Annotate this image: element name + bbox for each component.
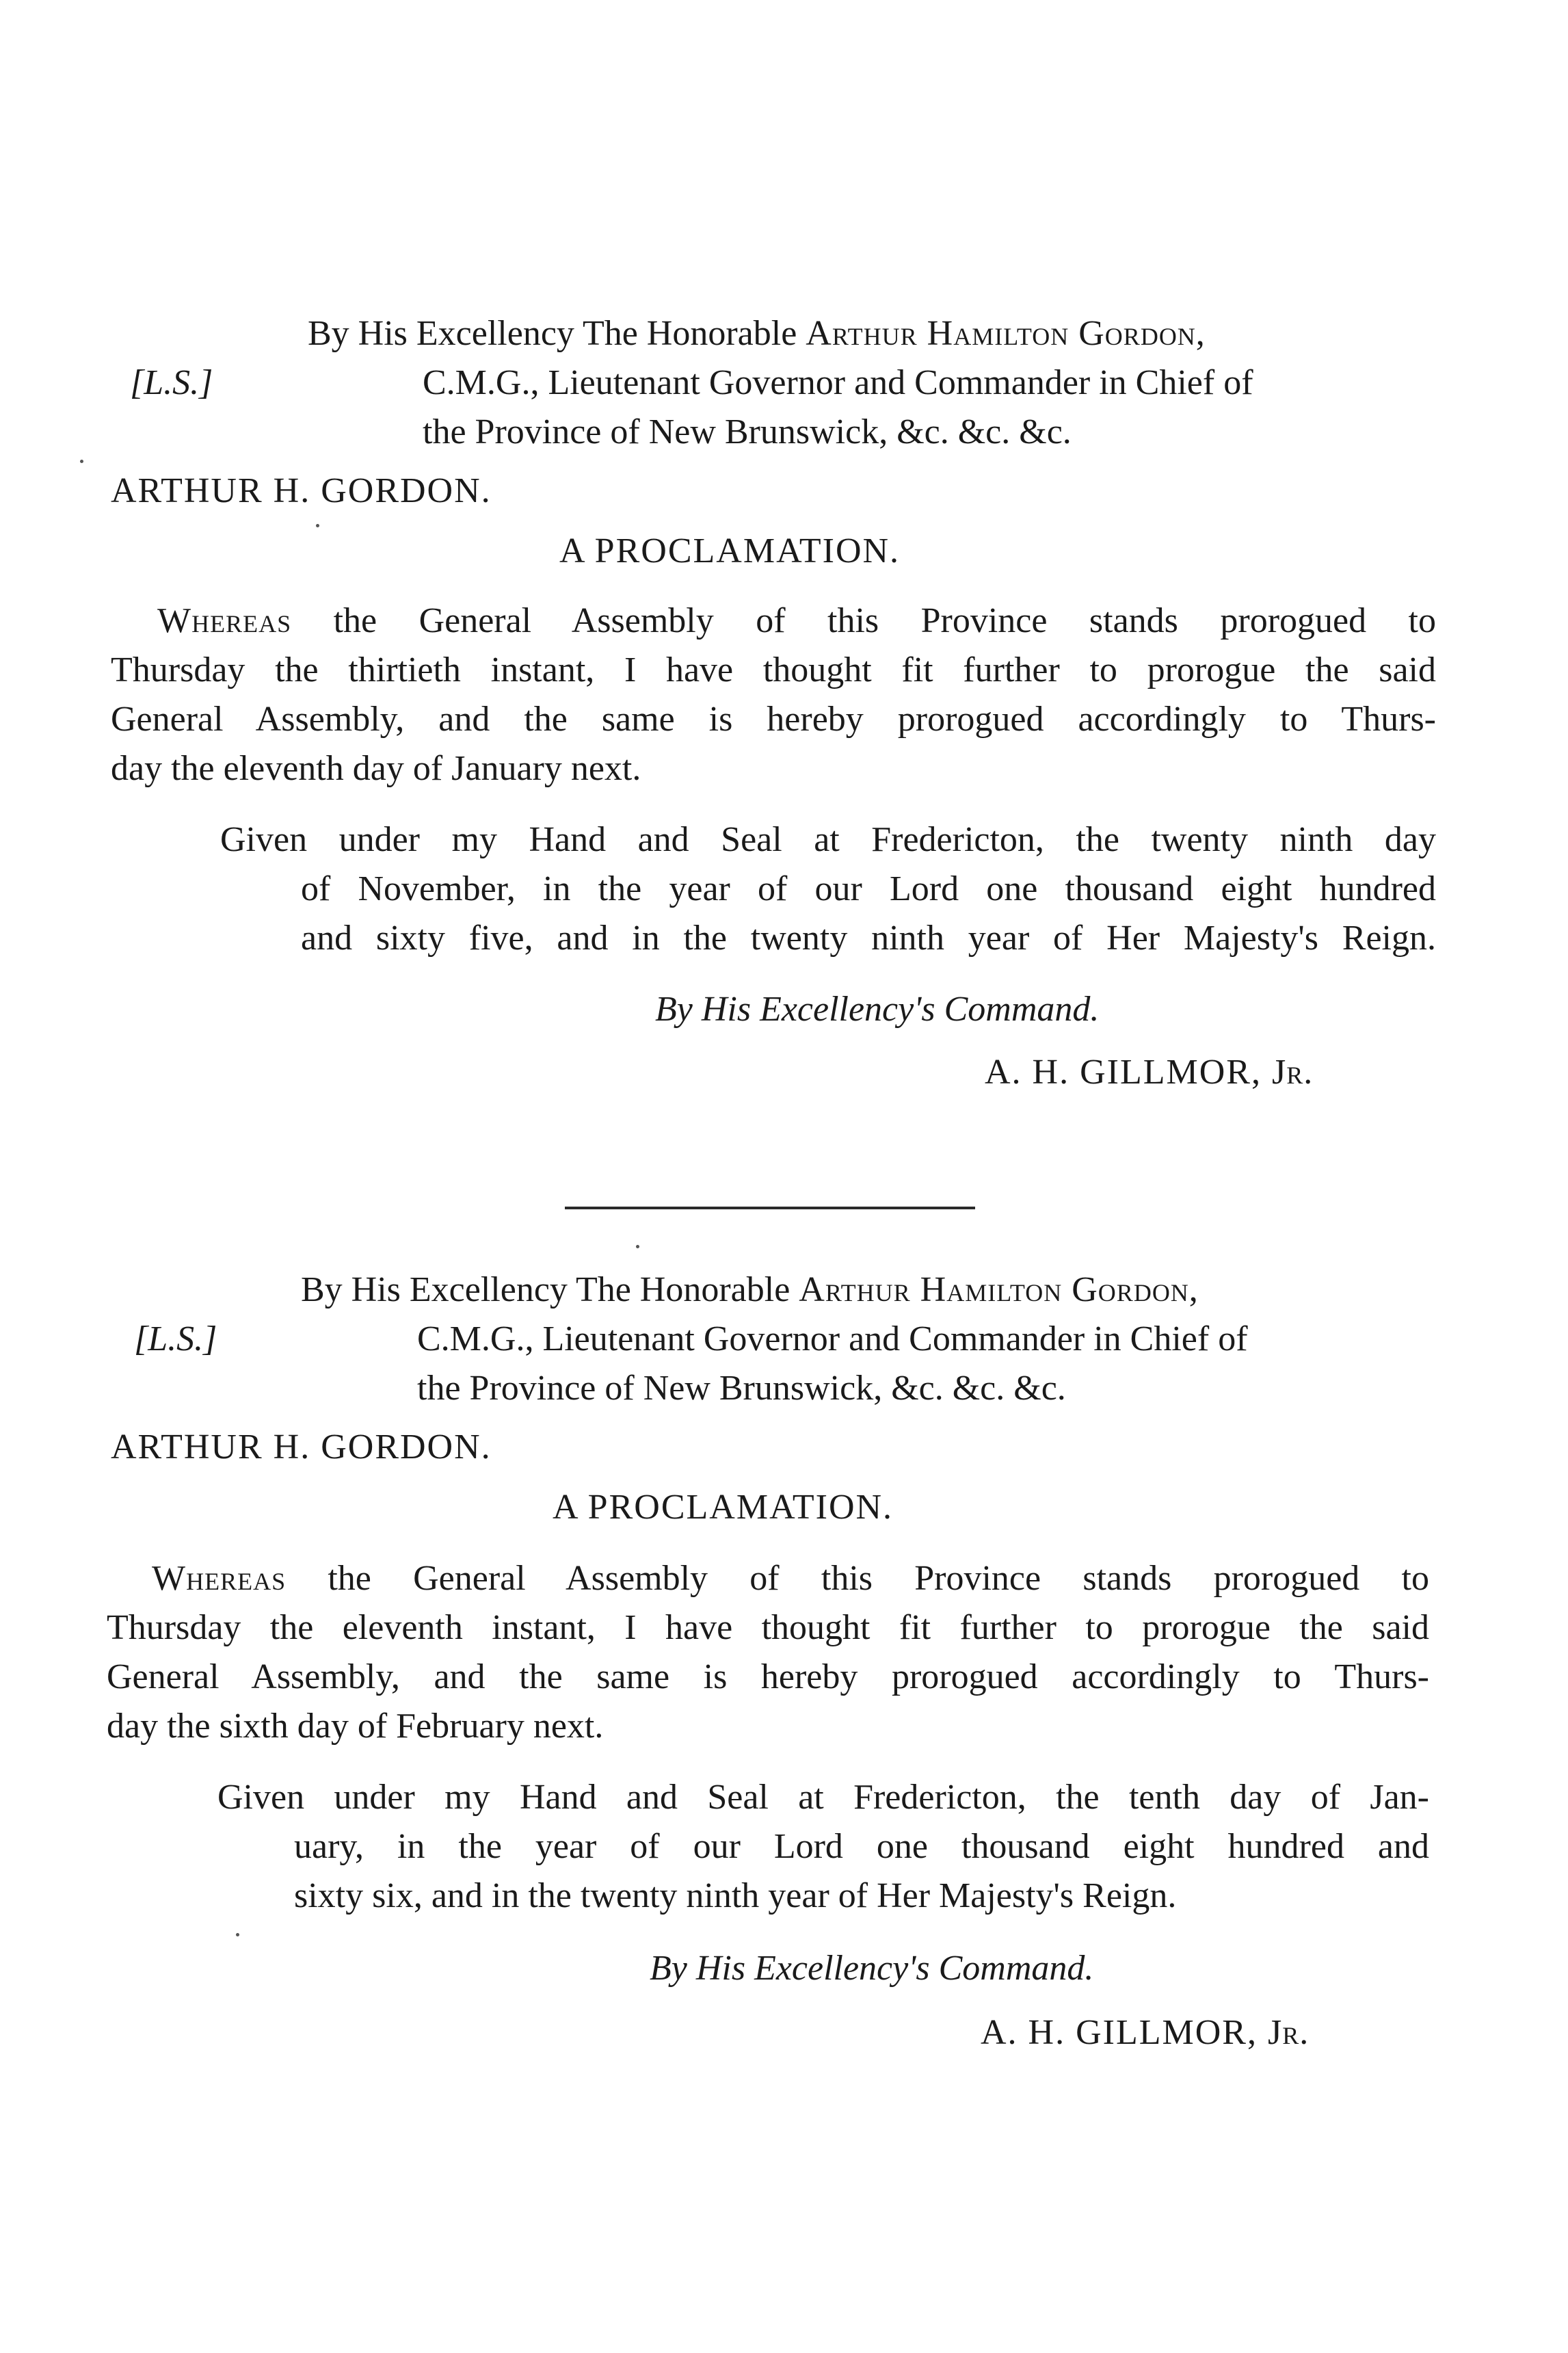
secretary-name: A. H. GILLMOR, [981, 2013, 1258, 2052]
scan-speck [80, 460, 83, 463]
by-line-text: By His Excellency The Honorable [301, 1270, 790, 1309]
command-line: By His Excellency's Command. [655, 990, 1100, 1029]
governor-name: Arthur Hamilton Gordon, [806, 314, 1206, 353]
given-line-3: sixty six, and in the twenty ninth year of Her Majesty's Reign. [294, 1876, 1177, 1915]
body-line-1-text: the General Assembly of this Province stands prorogued to [328, 1559, 1429, 1598]
body-line-1 [157, 599, 1436, 643]
secretary-signature [981, 2011, 1309, 2055]
secretary-suffix: Jr. [1271, 1053, 1314, 1092]
whereas-word: Whereas [152, 1559, 287, 1598]
scan-speck [636, 1245, 639, 1248]
given-line-2: of November, in the year of our Lord one thousand eight hundred [301, 869, 1436, 908]
given-line-1: Given under my Hand and Seal at Fredericton, the twenty ninth day [220, 820, 1436, 859]
by-line-text: By His Excellency The Honorable [308, 314, 797, 353]
governor-name: Arthur Hamilton Gordon, [799, 1270, 1199, 1309]
governor-signature: ARTHUR H. GORDON. [111, 1428, 492, 1467]
proclamation-heading: A PROCLAMATION. [559, 531, 901, 570]
body-line-2: Thursday the eleventh instant, I have thought fit further to prorogue the said [107, 1608, 1429, 1647]
secretary-name: A. H. GILLMOR, [985, 1053, 1262, 1092]
given-line-3: and sixty five, and in the twenty ninth year of Her Majesty's Reign. [301, 919, 1436, 958]
secretary-suffix: Jr. [1267, 2013, 1310, 2052]
seal-mark: [L.S.] [134, 1319, 217, 1358]
title-line-2: C.M.G., Lieutenant Governor and Commander in Chief of [417, 1319, 1248, 1358]
body-line-2: Thursday the thirtieth instant, I have thought fit further to prorogue the said [111, 650, 1436, 689]
title-line-2: C.M.G., Lieutenant Governor and Commander in Chief of [423, 363, 1253, 402]
given-line-2: uary, in the year of our Lord one thousand eight hundred and [294, 1827, 1429, 1866]
scan-speck [236, 1933, 239, 1936]
governor-signature: ARTHUR H. GORDON. [111, 471, 492, 510]
body-line-4: day the eleventh day of January next. [111, 749, 641, 788]
section-divider [565, 1207, 975, 1209]
scan-speck [316, 524, 319, 527]
whereas-word: Whereas [157, 601, 292, 640]
body-line-4: day the sixth day of February next. [107, 1707, 604, 1746]
title-line-3: the Province of New Brunswick, &c. &c. &c. [417, 1369, 1066, 1408]
seal-mark: [L.S.] [130, 363, 213, 402]
title-line-3: the Province of New Brunswick, &c. &c. &c. [423, 412, 1072, 451]
given-line-1: Given under my Hand and Seal at Fredericton, the tenth day of Jan- [217, 1778, 1429, 1817]
by-his-excellency-line [301, 1268, 1199, 1312]
proclamation-heading: A PROCLAMATION. [553, 1488, 894, 1527]
body-line-1 [152, 1557, 1429, 1601]
command-line: By His Excellency's Command. [650, 1949, 1094, 1988]
by-his-excellency-line [308, 312, 1206, 356]
body-line-3: General Assembly, and the same is hereby prorogued accordingly to Thurs- [111, 700, 1436, 739]
body-line-3: General Assembly, and the same is hereby prorogued accordingly to Thurs- [107, 1657, 1429, 1696]
body-line-1-text: the General Assembly of this Province stands prorogued to [333, 601, 1437, 640]
secretary-signature [985, 1051, 1313, 1094]
